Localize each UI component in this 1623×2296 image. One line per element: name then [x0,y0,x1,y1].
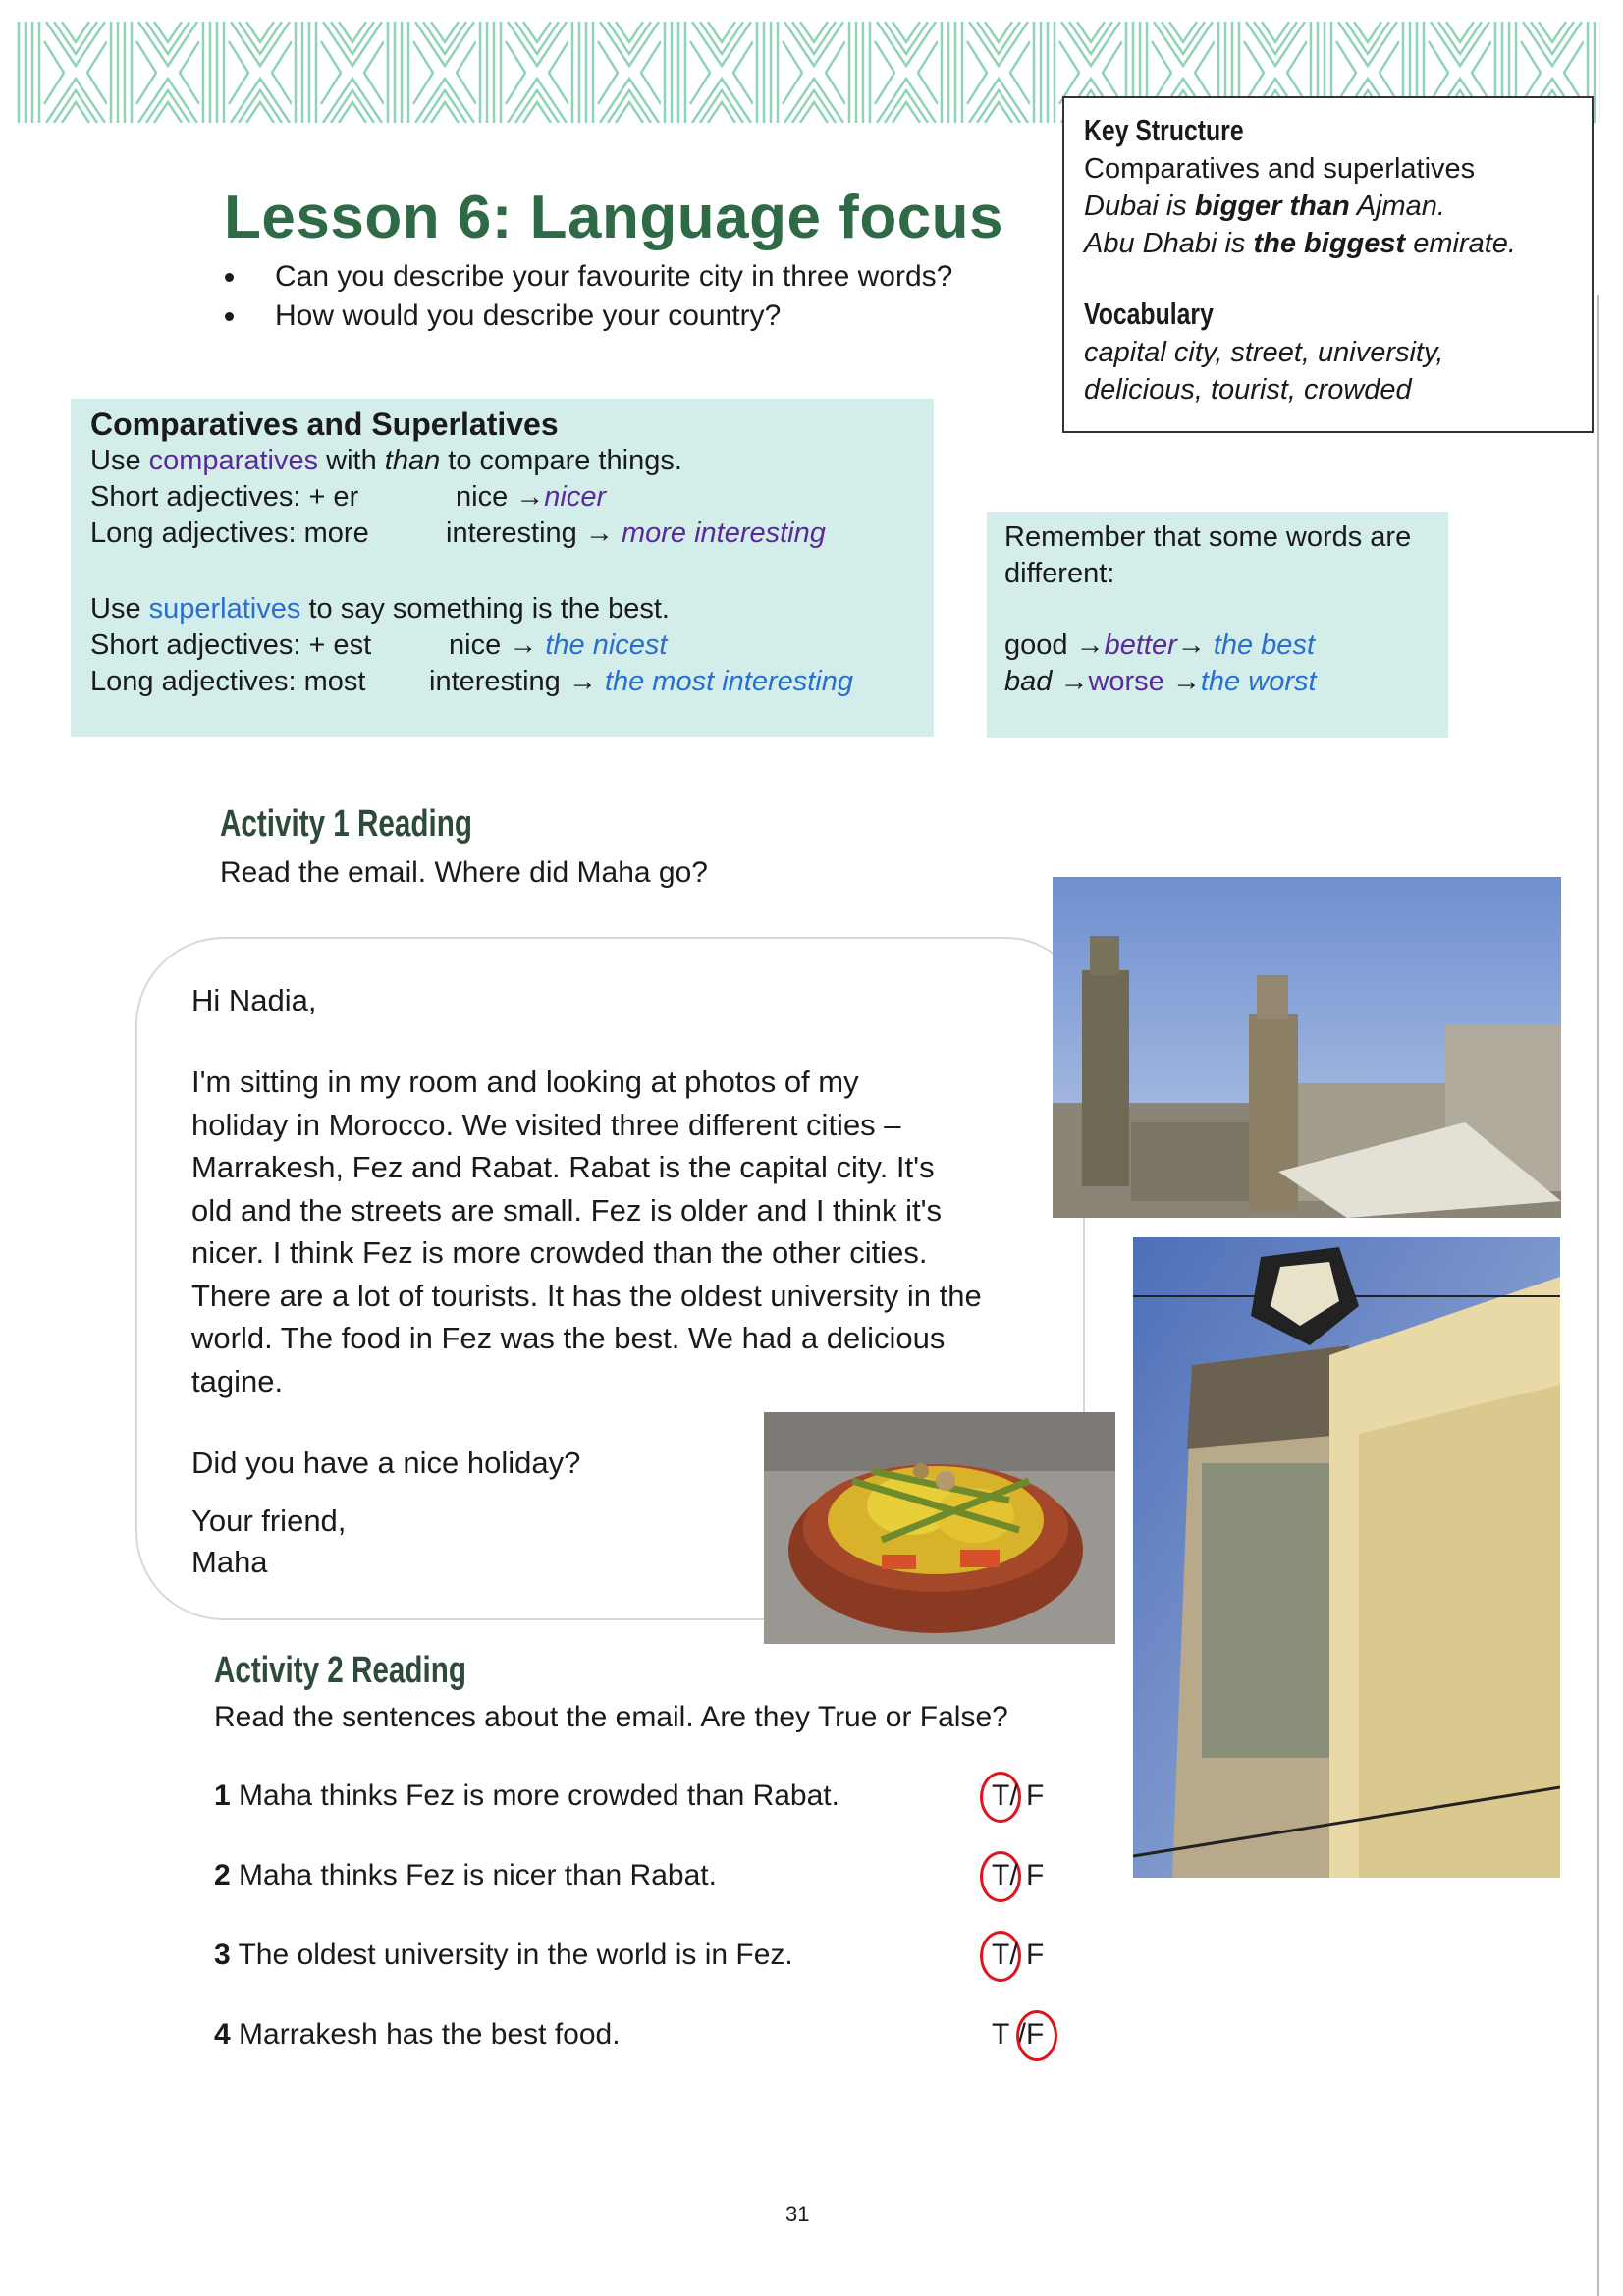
question-item: 2 Maha thinks Fez is nicer than Rabat. [214,1859,717,1891]
question-item: 3 The oldest university in the world is in Fez. [214,1939,793,1971]
page-title: Lesson 6: Language focus [224,184,1004,251]
comparative-short-rule: Short adjectives: + er nice → nicer [90,481,607,513]
true-false-answer[interactable]: T / F [992,2018,1070,2051]
true-false-answer[interactable]: T/ F [992,1939,1070,1972]
true-option: T [992,1939,1009,1972]
bullet-item: Can you describe your favourite city in three words? [221,257,952,297]
activity1-heading: Activity 1 Reading [220,803,472,845]
email-greeting: Hi Nadia, [191,983,317,1017]
tagine-photo [764,1412,1115,1644]
minaret-lamp-photo [1133,1237,1560,1878]
email-question: Did you have a nice holiday? [191,1446,581,1480]
key-structure-box [1062,96,1594,433]
page-number: 31 [785,2202,810,2226]
activity1-instruction: Read the email. Where did Maha go? [220,856,708,889]
email-signature: Maha [191,1545,268,1579]
false-option: F [1026,1859,1045,1891]
question-item: 1 Maha thinks Fez is more crowded than Rabat. [214,1779,839,1812]
irregular-bad: bad →worse →the worst [1004,666,1317,697]
question-item: 4 Marrakesh has the best food. [214,2018,621,2050]
superlative-long-rule: Long adjectives: most interesting → the most interesting [90,666,854,697]
activity2-heading: Activity 2 Reading [214,1650,466,1691]
superlative-short-rule: Short adjectives: + est nice → the nicest [90,629,668,661]
activity2-instruction: Read the sentences about the email. Are they True or False? [214,1701,1008,1733]
vocabulary-line: delicious, tourist, crowded [1084,374,1412,406]
email-signoff: Your friend, [191,1503,347,1538]
remember-text: different: [1004,558,1115,589]
example-1: Dubai is bigger than Ajman. [1084,191,1445,222]
comparatives-intro: Use comparatives with than to compare things. [90,445,682,476]
false-option: F [1026,1779,1045,1812]
superlatives-intro: Use superlatives to say something is the best. [90,593,670,625]
false-option: F [1026,1939,1045,1971]
discussion-questions [221,257,952,336]
grammar-heading: Comparatives and Superlatives [90,407,559,442]
fez-skyline-photo [1053,877,1561,1218]
key-structure-heading: Key Structure [1084,113,1244,147]
true-option: T [992,2018,1010,2050]
comparative-long-rule: Long adjectives: more interesting → more interesting [90,518,826,549]
true-false-answer[interactable]: T/ F [992,1859,1070,1892]
structure-line: Comparatives and superlatives [1084,153,1476,185]
irregular-forms-box [987,512,1448,738]
example-2: Abu Dhabi is the biggest emirate. [1084,228,1516,259]
vocabulary-heading: Vocabulary [1084,297,1214,331]
true-option: T [992,1859,1009,1892]
grammar-box [71,399,934,737]
page-edge-line [1597,295,1599,2296]
vocabulary-line: capital city, street, university, [1084,337,1444,368]
false-option: F [1026,2018,1044,2051]
remember-text: Remember that some words are [1004,521,1412,553]
irregular-good: good →better→ the best [1004,629,1315,661]
email-body: I'm sitting in my room and looking at photos of my holiday in Morocco. We visited three different cities – Marrakesh, Fez and Rabat. Rabat is the capital city. It's old and the streets are small. Fez is older and I think it's nicer. I think Fez is more crowded than the other cities. There are a lot of tourists. It has the oldest university in the world. The food in Fez was the best. We had a delicious tagine. [191,1065,982,1398]
bullet-item: How would you describe your country? [221,297,952,336]
true-false-answer[interactable]: T/ F [992,1779,1070,1813]
true-option: T [992,1779,1009,1813]
